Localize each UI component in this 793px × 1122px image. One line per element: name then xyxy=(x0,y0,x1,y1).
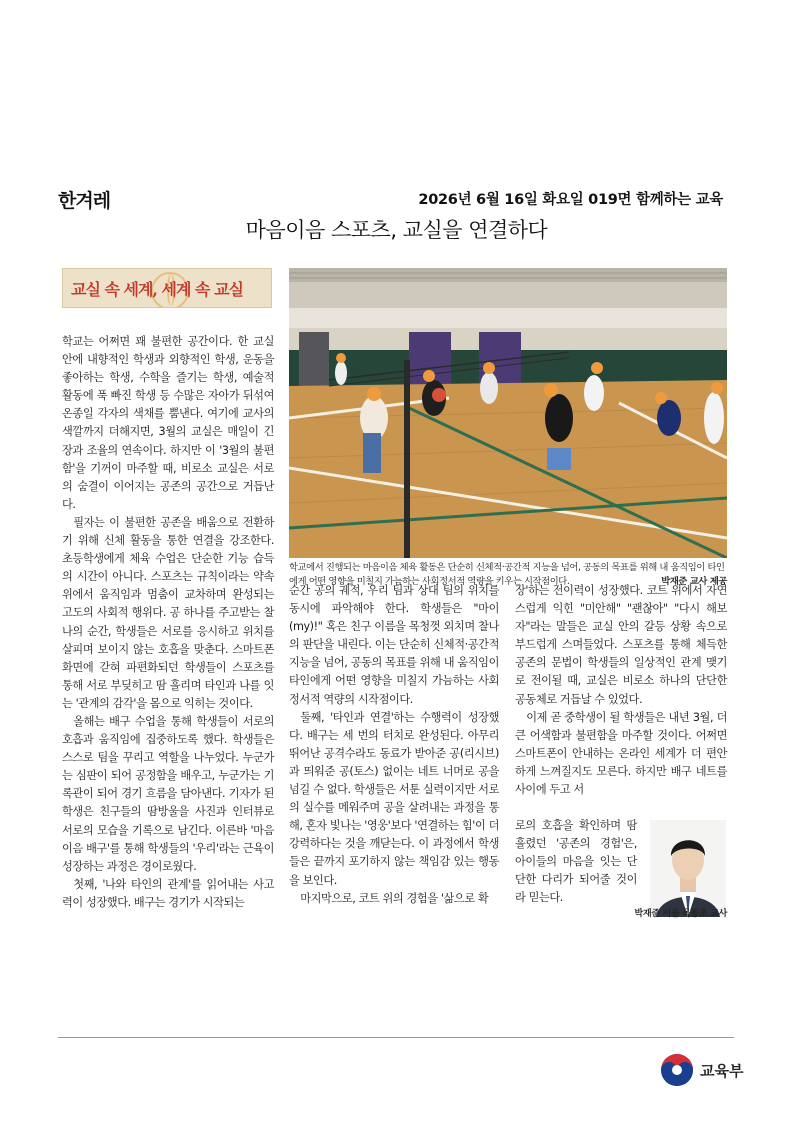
newspaper-logo: 한겨레 xyxy=(58,190,111,212)
paragraph: 올해는 배구 수업을 통해 학생들이 서로의 호흡과 움직임에 집중하도록 했다. 학생들은 스스로 팀을 꾸리고 역할을 나누었다. 누군가는 심판이 되어 공정함을 배우고, 누군가는 기록관이 되어 경기 흐름을 담아낸다. 기자가 된 학생은 친구들의 땀방울을 사진과 인터뷰로 서로의 모습을 기록으로 남긴다. 이른바 '마음이음 배구'를 통해 학생들의 '우리'라는 근육이 성장하는 과정은 경이로웠다. xyxy=(62,714,274,873)
series-banner xyxy=(62,268,272,308)
article-column-2 xyxy=(289,582,499,908)
paragraph: 마지막으로, 코트 위의 경험을 '삶으로 확 xyxy=(300,891,489,905)
article-column-1 xyxy=(62,333,274,912)
photo-credit: 박재준 교사 제공 xyxy=(661,575,727,587)
paragraph: 로의 호흡을 확인하며 땀 흘렸던 '공존의 경험'은, 아이들의 마음을 잇는 단단한 다리가 되어줄 것이라 믿는다. xyxy=(515,819,637,905)
author-portrait xyxy=(650,820,726,917)
paragraph: 둘째, '타인과 연결'하는 수행력이 성장했다. 배구는 세 번의 터치로 완성된다. 아무리 뛰어난 공격수라도 동료가 받아준 공(리시브)과 띄워준 공(토스) 없이는 네트 너머로 공을 넘길 수 없다. 학생들은 서툰 실력이지만 서로의 실수를 메워주며 공을 살려내는 과정을 통해, 혼자 빛나는 '영웅'보다 '연결하는 힘'이 더 강력하다는 것을 깨닫는다. 이 과정에서 학생들은 끝까지 포기하지 않는 책임감 있는 행동을 보인다. xyxy=(289,710,499,887)
taegeuk-logo-icon xyxy=(660,1053,694,1087)
series-title: 교실 속 세계, 세계 속 교실 xyxy=(71,279,243,299)
footer-divider xyxy=(58,1037,734,1038)
paragraph: 필자는 이 불편한 공존을 배움으로 전환하기 위해 신체 활동을 통한 연결을 강조한다. 초등학생에게 체육 수업은 단순한 기능 습득의 시간이 아니다. 스포츠는 규칙이라는 약속 위에서 움직임과 멈춤이 교차하며 완성되는 고도의 사회적 행위다. 공 하나를 주고받는 찰나의 순간, 학생들은 서로를 응시하고 위치를 살피며 보이지 않는 호흡을 맞춘다. 스마트폰 화면에 갇혀 파편화되던 학생들이 스포츠를 통해 서로 부딪히고 땀 흘리며 타인과 나를 잇는 '관계의 감각'을 몸으로 익히는 것이다. xyxy=(62,515,274,710)
paragraph: 순간 공의 궤적, 우리 팀과 상대 팀의 위치를 동시에 파악해야 한다. 학생들은 "마이(my)!" 혹은 친구 이름을 목청껏 외치며 찰나의 판단을 내린다. 이는 단순히 신체적·공간적 지능을 넘어, 공동의 목표를 위해 내 움직임이 타인에게 어떤 영향을 미칠지 가늠하는 사회정서적 역량의 시작점이다. xyxy=(289,584,499,706)
paragraph: 이제 곧 중학생이 될 학생들은 내년 3월, 더 큰 어색함과 불편함을 마주할 것이다. 어쩌면 스마트폰이 안내하는 온라인 세계가 더 편안하게 느껴질지도 모른다. 하지만 배구 네트를 사이에 두고 서 xyxy=(515,710,727,797)
ministry-name: 교육부 xyxy=(700,1061,744,1080)
author-byline: 박재준 서울 목동초 교사 xyxy=(634,909,727,919)
paragraph: 장'하는 전이력이 성장했다. 코트 위에서 자연스럽게 익힌 "미안해" "괜찮아" "다시 해보자"라는 말들은 교실 안의 갈등 상황 속으로 부드럽게 스며들었다. 스포츠를 통해 체득한 공존의 문법이 학생들의 일상적인 관계 맺기로 전이될 때, 교실은 비로소 하나의 단단한 공동체로 거듭날 수 있었다. xyxy=(515,584,727,706)
paragraph: 첫째, '나와 타인의 관계'를 읽어내는 사고력이 성장했다. 배구는 경기가 시작되는 xyxy=(62,877,274,909)
ministry-logo-block xyxy=(660,1050,760,1090)
article-headline: 마음이음 스포츠, 교실을 연결하다 xyxy=(245,218,548,242)
paragraph: 학교는 어쩌면 꽤 불편한 공간이다. 한 교실 안에 내향적인 학생과 외향적인 학생, 운동을 좋아하는 학생, 수학을 즐기는 학생, 예술적 활동에 푹 빠진 학생 등 수많은 자아가 뒤섞여 온종일 각자의 색채를 뿜낸다. 여기에 교사의 색깔까지 더해지면, 3월의 교실은 매일이 긴장과 조율의 연속이다. 하지만 이 '3월의 불편함'을 기꺼이 마주할 때, 비로소 교실은 서로의 숨결이 이어지는 공존의 공간으로 거듭난다. xyxy=(62,335,274,511)
caption-text: 학교에서 진행되는 마음이음 체육 활동은 단순히 신체적·공간적 지능을 넘어, 공동의 목표를 위해 내 움직임이 타인에게 어떤 영향을 미칠지 가늠하는 사회정서적 역량을 키우는 시작점이다. xyxy=(289,562,725,587)
dateline: 2026년 6월 16일 화요일 019면 함께하는 교육 xyxy=(418,192,723,208)
article-column-3-end xyxy=(515,817,637,907)
gym-volleyball-photo xyxy=(289,268,727,558)
article-column-3 xyxy=(515,582,727,799)
